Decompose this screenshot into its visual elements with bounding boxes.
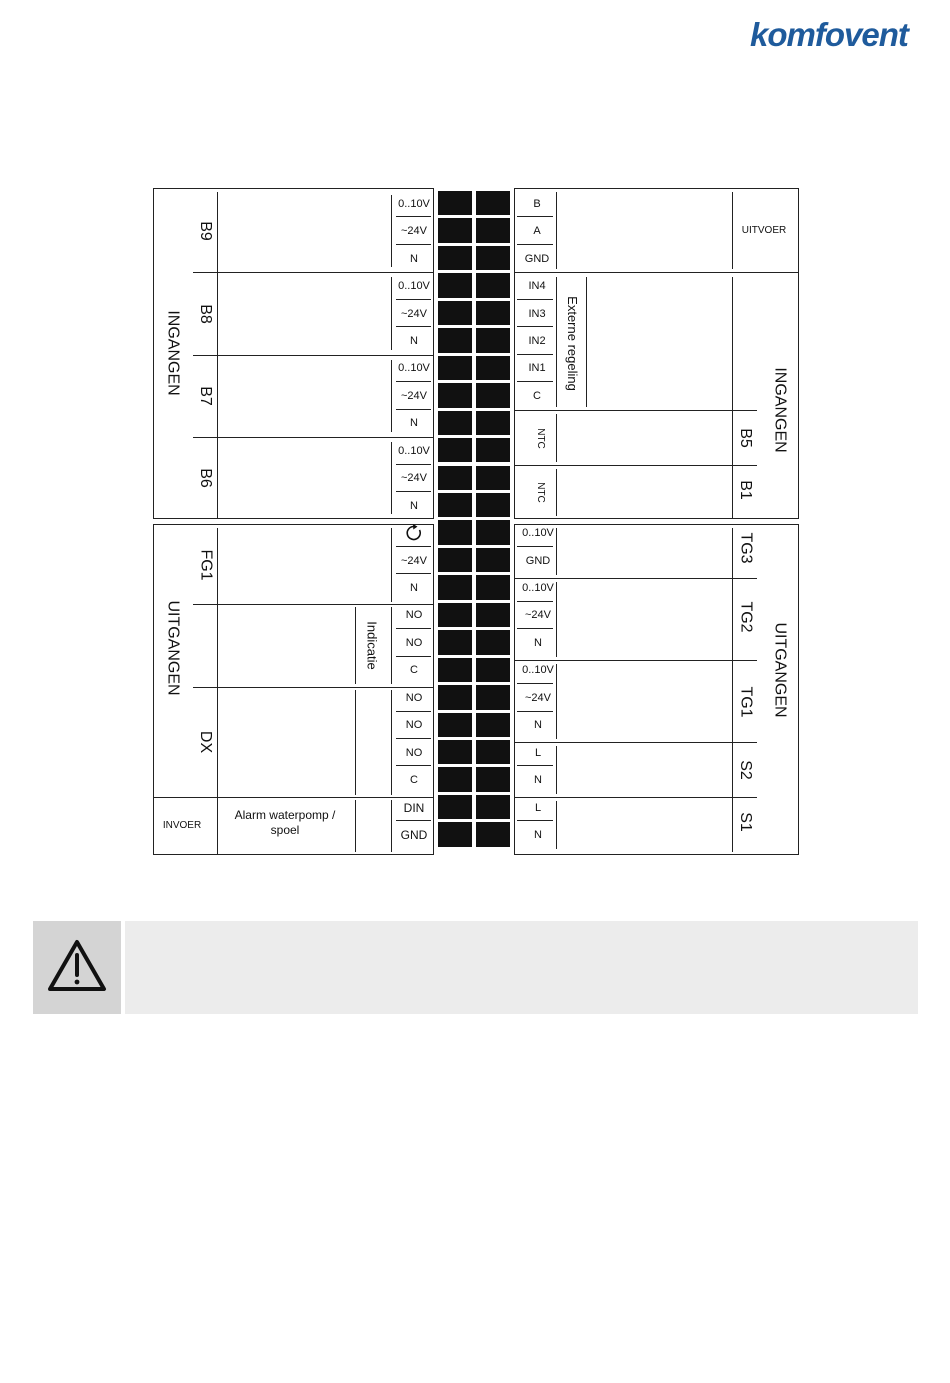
terminal-right [476,438,510,462]
terminal-right [476,411,510,435]
pin-label: A [533,225,541,238]
pin-label: 0..10V [522,582,554,595]
pin-label: ~24V [401,389,427,402]
pin-label: 0..10V [398,444,430,457]
input-name-B6: B6 [196,468,214,489]
invoer-divider-2 [355,800,356,852]
dx-divider-left [355,690,356,795]
terminal-left [438,438,472,462]
warning-icon-box [33,921,121,1014]
pin-underline [517,326,553,327]
pin-underline [517,765,553,766]
pin-label: ~24V [525,609,551,622]
pin-label: 0..10V [398,362,430,375]
right-inputs-label-divider [732,277,733,519]
pin-label: NO [405,691,423,704]
terminal-right [476,383,510,407]
terminal-right [476,246,510,270]
pin-underline [517,628,553,629]
terminal-left [438,713,472,737]
invoer-divider [217,797,218,855]
output-name-S1: S1 [736,812,754,832]
terminal-left [438,795,472,819]
terminal-right [476,630,510,654]
pin-label: C [533,389,541,402]
pin-underline [517,354,553,355]
pin-underline [517,546,553,547]
pin-label: C [410,664,418,677]
uitvoer-title: UITVOER [741,225,787,237]
terminal-left [438,630,472,654]
group-separator [193,272,434,273]
right-inputs-title: INGANGEN [771,367,789,453]
pin-divider [391,277,392,349]
pin-label: 0..10V [398,280,430,293]
terminal-right [476,191,510,215]
pin-label: N [410,252,418,265]
pin-label: N [410,334,418,347]
left-inputs-title: INGANGEN [164,310,182,396]
terminal-left [438,356,472,380]
pin-label: ~24V [401,554,427,567]
warning-box [33,921,918,1014]
pin-divider [391,360,392,432]
terminal-left [438,575,472,599]
terminal-left [438,548,472,572]
terminal-right [476,575,510,599]
pin-label: L [534,801,542,814]
pin-label: N [410,582,418,595]
pin-label: NO [405,609,423,622]
pin-underline [396,299,431,300]
terminal-left [438,493,472,517]
terminal-left [438,740,472,764]
pin-underline [517,244,553,245]
input-name-B1: B1 [736,480,754,500]
terminal-right [476,328,510,352]
terminal-right [476,218,510,242]
warning-triangle-icon [33,921,121,1014]
terminal-left [438,383,472,407]
pin-label: DIN [403,800,425,815]
pin-label: NO [405,636,423,649]
terminal-left [438,603,472,627]
terminal-right [476,466,510,490]
pin-underline [517,683,553,684]
terminal-left [438,466,472,490]
pin-label: 0..10V [522,527,554,540]
terminal-left [438,191,472,215]
indicatie-divider-left [355,607,356,684]
group-separator [514,465,757,466]
group-separator [514,797,757,798]
terminal-right [476,658,510,682]
pin-label: NO [405,719,423,732]
pin-underline [396,381,431,382]
terminal-right [476,822,510,846]
pin-underline [396,491,431,492]
group-separator [193,687,434,688]
pin-underline [517,601,553,602]
output-name-S2: S2 [736,760,754,780]
group-separator [193,437,434,438]
terminal-left [438,520,472,544]
output-name-FG1: FG1 [197,549,215,581]
terminal-right [476,713,510,737]
terminal-right [476,740,510,764]
pin-label: IN3 [528,307,546,320]
input-name-B5: B5 [736,428,754,448]
group-separator [514,272,799,273]
pin-label: N [410,417,418,430]
pin-label: N [534,636,542,649]
terminal-right [476,548,510,572]
terminal-right [476,273,510,297]
output-name-TG1: TG1 [737,686,755,718]
ntc-label: NTC [534,427,546,449]
invoer-title: INVOER [162,820,202,831]
pin-divider [391,195,392,267]
pin-label: N [534,719,542,732]
pin-label: C [410,774,418,787]
pin-label: 0..10V [522,664,554,677]
pin-divider [391,528,392,602]
input-name-B9: B9 [196,221,214,241]
pin-label: L [534,746,542,759]
pin-underline [396,628,431,629]
pin-underline [517,711,553,712]
pin-label: ~24V [401,472,427,485]
pin-underline [396,820,431,821]
indicatie-label: Indicatie [364,620,380,670]
pin-divider [391,690,392,795]
pin-underline [396,216,431,217]
externe-divider-right [586,277,587,407]
group-separator [193,355,434,356]
terminal-right [476,795,510,819]
rotation-icon [404,523,424,543]
pin-underline [396,326,431,327]
pin-underline [517,299,553,300]
pin-underline [517,216,553,217]
terminal-left [438,685,472,709]
right-outputs-label-divider [732,528,733,852]
pin-label: N [410,499,418,512]
terminal-left [438,273,472,297]
pin-underline [396,711,431,712]
brand-logo: komfovent [750,16,908,53]
terminal-left [438,218,472,242]
pin-divider [556,414,557,462]
pin-label: ~24V [401,225,427,238]
pin-underline [517,820,553,821]
output-name-TG2: TG2 [737,601,755,633]
left-out-label-divider [217,528,218,798]
pin-label: GND [525,554,551,567]
terminal-right [476,301,510,325]
input-name-B8: B8 [196,303,214,324]
terminal-left [438,301,472,325]
pin-label: IN2 [528,334,546,347]
group-separator [514,742,757,743]
output-name-DX: DX [197,730,215,754]
terminal-right [476,603,510,627]
terminal-right [476,685,510,709]
pin-underline [396,244,431,245]
group-separator [514,410,757,411]
terminal-left [438,411,472,435]
pin-divider [391,800,392,852]
pin-label: N [534,774,542,787]
terminal-left [438,767,472,791]
terminal-right [476,767,510,791]
terminal-right [476,520,510,544]
pin-label: ~24V [401,307,427,320]
pin-underline [396,546,431,547]
group-separator [193,604,434,605]
terminal-left [438,246,472,270]
pin-label: 0..10V [398,197,430,210]
pin-divider [391,442,392,514]
pin-label: GND [524,252,550,265]
group-separator [514,578,757,579]
pin-underline [396,656,431,657]
pin-label: GND [400,828,428,843]
group-separator [514,660,757,661]
terminal-right [476,356,510,380]
right-outputs-title: UITGANGEN [771,622,789,718]
warning-text-area [125,921,918,1014]
pin-label: N [534,829,542,842]
uitvoer-divider [732,192,733,269]
pin-divider [556,469,557,516]
output-name-TG3: TG3 [737,532,755,564]
terminal-right [476,493,510,517]
terminal-left [438,822,472,846]
pin-underline [396,409,431,410]
pin-underline [396,765,431,766]
pin-underline [517,381,553,382]
pin-label: B [533,197,541,210]
ntc-label: NTC [534,481,546,503]
left-outputs-title: UITGANGEN [164,600,182,696]
pin-label: NO [405,746,423,759]
terminal-left [438,658,472,682]
pin-underline [396,738,431,739]
terminal-left [438,328,472,352]
invoer-label: Alarm waterpomp / spoel [234,808,336,837]
pin-label: ~24V [525,691,551,704]
pin-underline [396,573,431,574]
pin-divider [391,607,392,684]
externe-label: Externe regeling [564,295,580,391]
left-label-divider [217,192,218,519]
pin-underline [396,464,431,465]
pin-label: IN4 [528,280,546,293]
pin-label: IN1 [528,362,546,375]
input-name-B7: B7 [196,386,214,406]
